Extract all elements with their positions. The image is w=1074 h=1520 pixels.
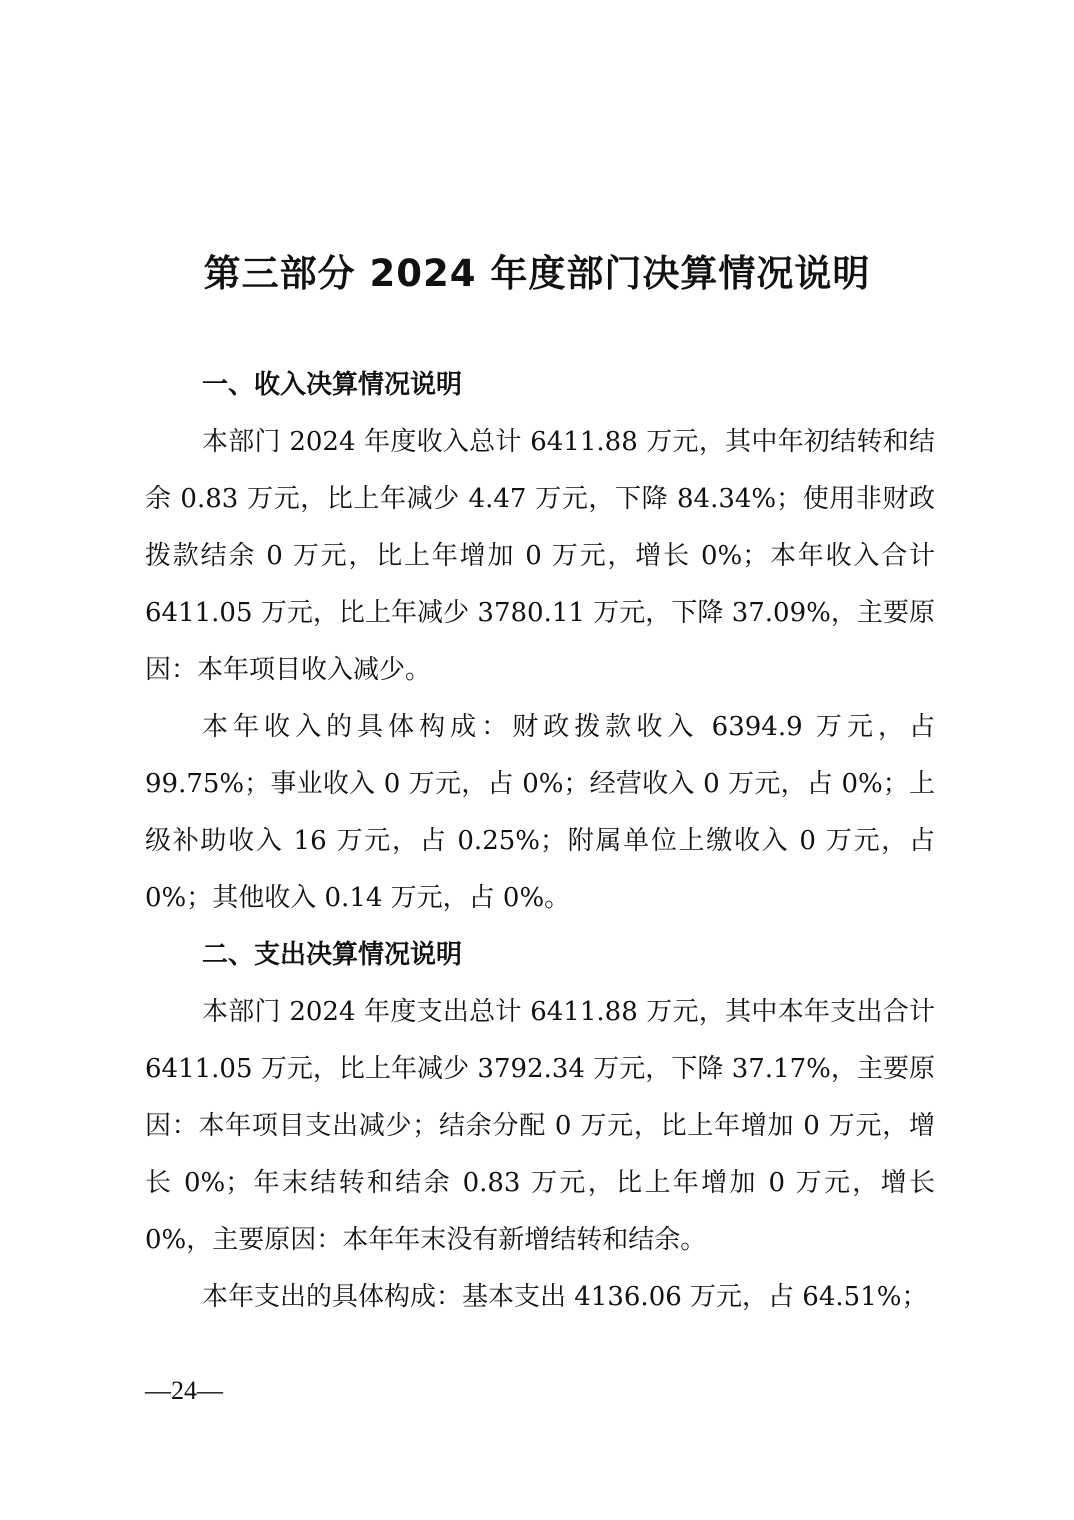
expenditure-summary-paragraph: 本部门 2024 年度支出总计 6411.88 万元，其中本年支出合计 6411.05 万元，比上年减少 3792.34 万元，下降 37.17%，主要原因：本年项目支出减少；结余分配 0 万元，比上年增加 0 万元，增长 0%；年末结转和结余 0.83 万元，比上年增加 0 万元，增长 0%，主要原因：本年年末没有新增结转和结余。 bbox=[145, 997, 935, 1255]
income-summary-paragraph: 本部门 2024 年度收入总计 6411.88 万元，其中年初结转和结余 0.83 万元，比上年减少 4.47 万元，下降 84.34%；使用非财政拨款结余 0 万元，比上年增加 0 万元，增长 0%；本年收入合计 6411.05 万元，比上年减少 3780.11 万元，下降 37.09%，主要原因：本年项目收入减少。 bbox=[145, 427, 935, 685]
income-composition-paragraph: 本年收入的具体构成：财政拨款收入 6394.9 万元，占 99.75%；事业收入 0 万元，占 0%；经营收入 0 万元，占 0%；上级补助收入 16 万元，占 0.25%；附属单位上缴收入 0 万元，占 0%；其他收入 0.14 万元，占 0%。 bbox=[145, 712, 935, 913]
section-heading-income: 一、收入决算情况说明 bbox=[202, 370, 463, 400]
section-heading-expenditure: 二、支出决算情况说明 bbox=[202, 940, 463, 970]
document-body bbox=[145, 357, 935, 1326]
expenditure-composition-paragraph: 本年支出的具体构成：基本支出 4136.06 万元，占 64.51%； bbox=[202, 1282, 928, 1312]
page-number: —24— bbox=[145, 1376, 223, 1405]
page-title: 第三部分 2024 年度部门决算情况说明 bbox=[203, 252, 871, 295]
